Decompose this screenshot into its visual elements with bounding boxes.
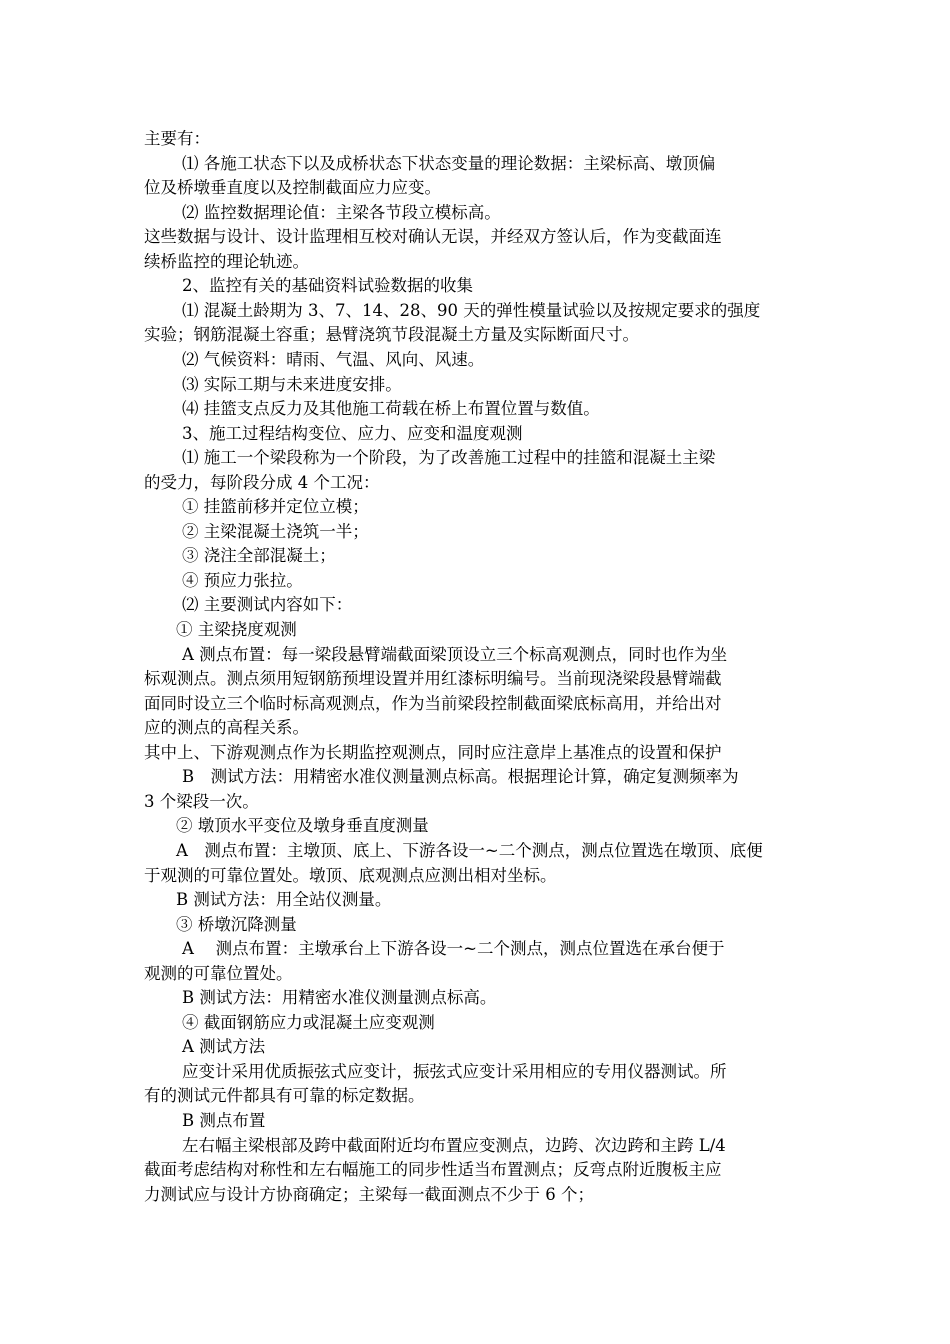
text-line: ② 主梁混凝土浇筑一半； [182, 521, 369, 541]
text-line: B 测试方法：用全站仪测量。 [176, 890, 392, 910]
text-line: 左右幅主梁根部及跨中截面附近均布置应变测点，边跨、次边跨和主跨 L/4 [182, 1135, 726, 1155]
text-line: 截面考虑结构对称性和左右幅施工的同步性适当布置测点；反弯点附近腹板主应 [144, 1160, 722, 1180]
text-line: 面同时设立三个临时标高观测点，作为当前梁段控制截面梁底标高用，并给出对 [144, 693, 722, 713]
text-line: 观测的可靠位置处。 [144, 963, 293, 983]
text-line: 续桥监控的理论轨迹。 [144, 251, 309, 271]
text-line: 位及桥墩垂直度以及控制截面应力应变。 [144, 178, 441, 198]
text-line: A 测点布置：主墩承台上下游各设一~二个测点，测点位置选在承台便于 [182, 939, 725, 959]
text-line: 主要有： [144, 129, 210, 148]
text-line: A 测点布置：主墩顶、底上、下游各设一~二个测点，测点位置选在墩顶、底便 [176, 840, 763, 860]
text-line: A 测点布置：每一梁段悬臂端截面梁顶设立三个标高观测点，同时也作为坐 [182, 644, 728, 664]
text-line: B 测试方法：用精密水准仪测量测点标高。根据理论计算，确定复测频率为 [182, 767, 739, 787]
text-line: 2、监控有关的基础资料试验数据的收集 [182, 276, 473, 296]
text-line: ⑴ 各施工状态下以及成桥状态下状态变量的理论数据：主梁标高、墩顶偏 [182, 153, 716, 173]
text-line: 3、施工过程结构变位、应力、应变和温度观测 [182, 423, 523, 443]
text-line: 这些数据与设计、设计监理相互校对确认无误，并经双方签认后，作为变截面连 [144, 227, 722, 247]
text-line: ⑵ 监控数据理论值：主梁各节段立模标高。 [182, 202, 501, 222]
text-line: 应变计采用优质振弦式应变计，振弦式应变计采用相应的专用仪器测试。所 [182, 1061, 727, 1081]
text-line: ③ 浇注全部混凝土； [182, 546, 336, 566]
text-line: 有的测试元件都具有可靠的标定数据。 [144, 1086, 425, 1106]
text-line: 应的测点的高程关系。 [144, 718, 309, 738]
text-line: ② 墩顶水平变位及墩身垂直度测量 [176, 816, 429, 836]
text-line: 其中上、下游观测点作为长期监控观测点，同时应注意岸上基准点的设置和保护 [144, 742, 722, 762]
text-line: ⑵ 主要测试内容如下： [182, 595, 353, 615]
text-line: ④ 截面钢筋应力或混凝土应变观测 [182, 1012, 435, 1032]
text-line: ① 挂篮前移并定位立模； [182, 497, 369, 517]
text-line: 的受力，每阶段分成 4 个工况： [144, 472, 380, 492]
text-line: 实验；钢筋混凝土容重；悬臂浇筑节段混凝土方量及实际断面尺寸。 [144, 325, 639, 345]
text-line: ④ 预应力张拉。 [182, 570, 303, 590]
text-line: B 测点布置 [182, 1111, 266, 1130]
text-line: ① 主梁挠度观测 [176, 620, 297, 639]
text-line: ⑶ 实际工期与未来进度安排。 [182, 374, 402, 394]
text-line: ③ 桥墩沉降测量 [176, 914, 297, 934]
text-line: ⑵ 气候资料：晴雨、气温、风向、风速。 [182, 349, 485, 369]
text-line: 3 个梁段一次。 [144, 791, 259, 811]
text-line: B 测试方法：用精密水准仪测量测点标高。 [182, 988, 497, 1008]
text-line: ⑴ 混凝土龄期为 3、7、14、28、90 天的弹性模量试验以及按规定要求的强度 [182, 300, 761, 320]
text-line: ⑴ 施工一个梁段称为一个阶段，为了改善施工过程中的挂篮和混凝土主梁 [182, 448, 716, 468]
text-line: ⑷ 挂篮支点反力及其他施工荷载在桥上布置位置与数值。 [182, 399, 600, 419]
text-line: A 测试方法 [182, 1037, 266, 1057]
text-line: 于观测的可靠位置处。墩顶、底观测点应测出相对坐标。 [144, 865, 557, 885]
text-line: 标观测点。测点须用短钢筋预埋设置并用红漆标明编号。当前现浇梁段悬臂端截 [144, 669, 722, 689]
text-line: 力测试应与设计方协商确定；主梁每一截面测点不少于 6 个； [144, 1184, 594, 1204]
